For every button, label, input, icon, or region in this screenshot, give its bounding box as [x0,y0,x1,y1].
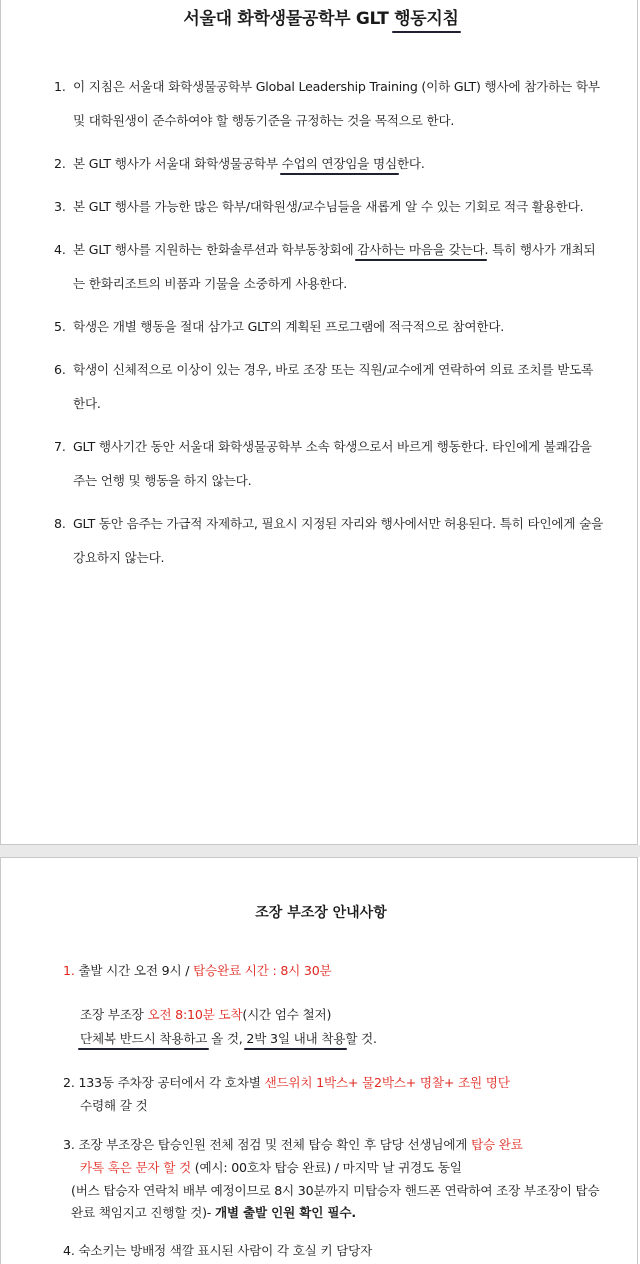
notice-item-2-line-2: 수령해 갈 것 [80,1098,148,1113]
notice-title: 조장 부조장 안내사항 [255,905,387,921]
underlined-phrase: 감사하는 마음을 갖는다 [357,242,485,257]
notice-item-3-line-2: 카톡 혹은 문자 할 것 (예시: 00호차 탑승 완료) / 마지막 날 귀경도 동일 [80,1160,462,1175]
notice-item-3-line-3: (버스 탑승자 연락처 배부 예정이므로 8시 30분까지 미탑승자 핸드폰 연락하여 조장 부조장이 탑승 완료 책임지고 진행할 것)- 개별 출발 인원 확인 필수. [71,1183,600,1220]
rule-item: 3. 본 GLT 행사를 가능한 많은 학부/대학원생/교수님들을 새롭게 알 수 있는 기회로 적극 활용한다. [54,199,584,214]
rule-item: 6. 학생이 신체적으로 이상이 있는 경우, 바로 조장 또는 직원/교수에게 연락하여 의료 조치를 받도록 한다. [54,362,594,411]
notice-item-4: 4. 숙소키는 방배정 색깔 표시된 사람이 각 호실 키 담당자 [63,1243,373,1258]
rule-item: 5. 학생은 개별 행동을 절대 삼가고 GLT의 계획된 프로그램에 적극적으로 참여한다. [54,319,505,334]
rule-item: 4. 본 GLT 행사를 지원하는 한화솔루션과 학부동창회에 감사하는 마음을 갖는다. 특히 행사가 개최되는 한화리조트의 비품과 기물을 소중하게 사용한다. [54,242,596,291]
underlined-phrase: 수업의 연장임을 명심 [281,156,397,171]
rule-item: 7. GLT 행사기간 동안 서울대 화학생물공학부 소속 학생으로서 바르게 행동한다. 타인에게 불쾌감을 주는 언행 및 행동을 하지 않는다. [54,439,592,488]
rule-item: 8. GLT 동안 음주는 가급적 자제하고, 필요시 지정된 자리와 행사에서만 허용된다. 특히 타인에게 술을 강요하지 않는다. [54,516,604,565]
notice-item-1-line-3: 단체복 반드시 착용하고 올 것, 2박 3일 내내 착용할 것. [80,1031,377,1046]
document-page-2 [0,857,638,1264]
notice-item-1-line-2: 조장 부조장 오전 8:10분 도착(시간 엄수 철저) [80,1007,332,1022]
rules-list [1,70,640,584]
underlined-phrase: 2박 3일 내내 착용 [246,1031,346,1046]
title-underlined-word: 행동지침 [394,9,459,29]
notice-item-2: 2. 133동 주차장 공터에서 각 호차별 샌드위치 1박스+ 물2박스+ 명찰+ 조원 명단 [63,1075,510,1090]
underlined-phrase: 단체복 반드시 착용하고 [80,1031,208,1046]
rule-item: 1. 이 지침은 서울대 화학생물공학부 Global Leadership Training (이하 GLT) 행사에 참가하는 학부 및 대학원생이 준수하여야 할 행동기준을 규정하는 것을 목적으로 한다. [54,79,600,128]
document-title: 서울대 화학생물공학부 GLT 행동지침 [183,9,459,29]
notice-item-1: 1. 출발 시간 오전 9시 / 탑승완료 시간 : 8시 30분 [63,963,332,978]
rule-item: 2. 본 GLT 행사가 서울대 화학생물공학부 수업의 연장임을 명심한다. [54,156,425,171]
page-separator [0,845,640,857]
notice-item-3: 3. 조장 부조장은 탑승인원 전체 점검 및 전체 탑승 확인 후 담당 선생님에게 탑승 완료 [63,1137,523,1152]
